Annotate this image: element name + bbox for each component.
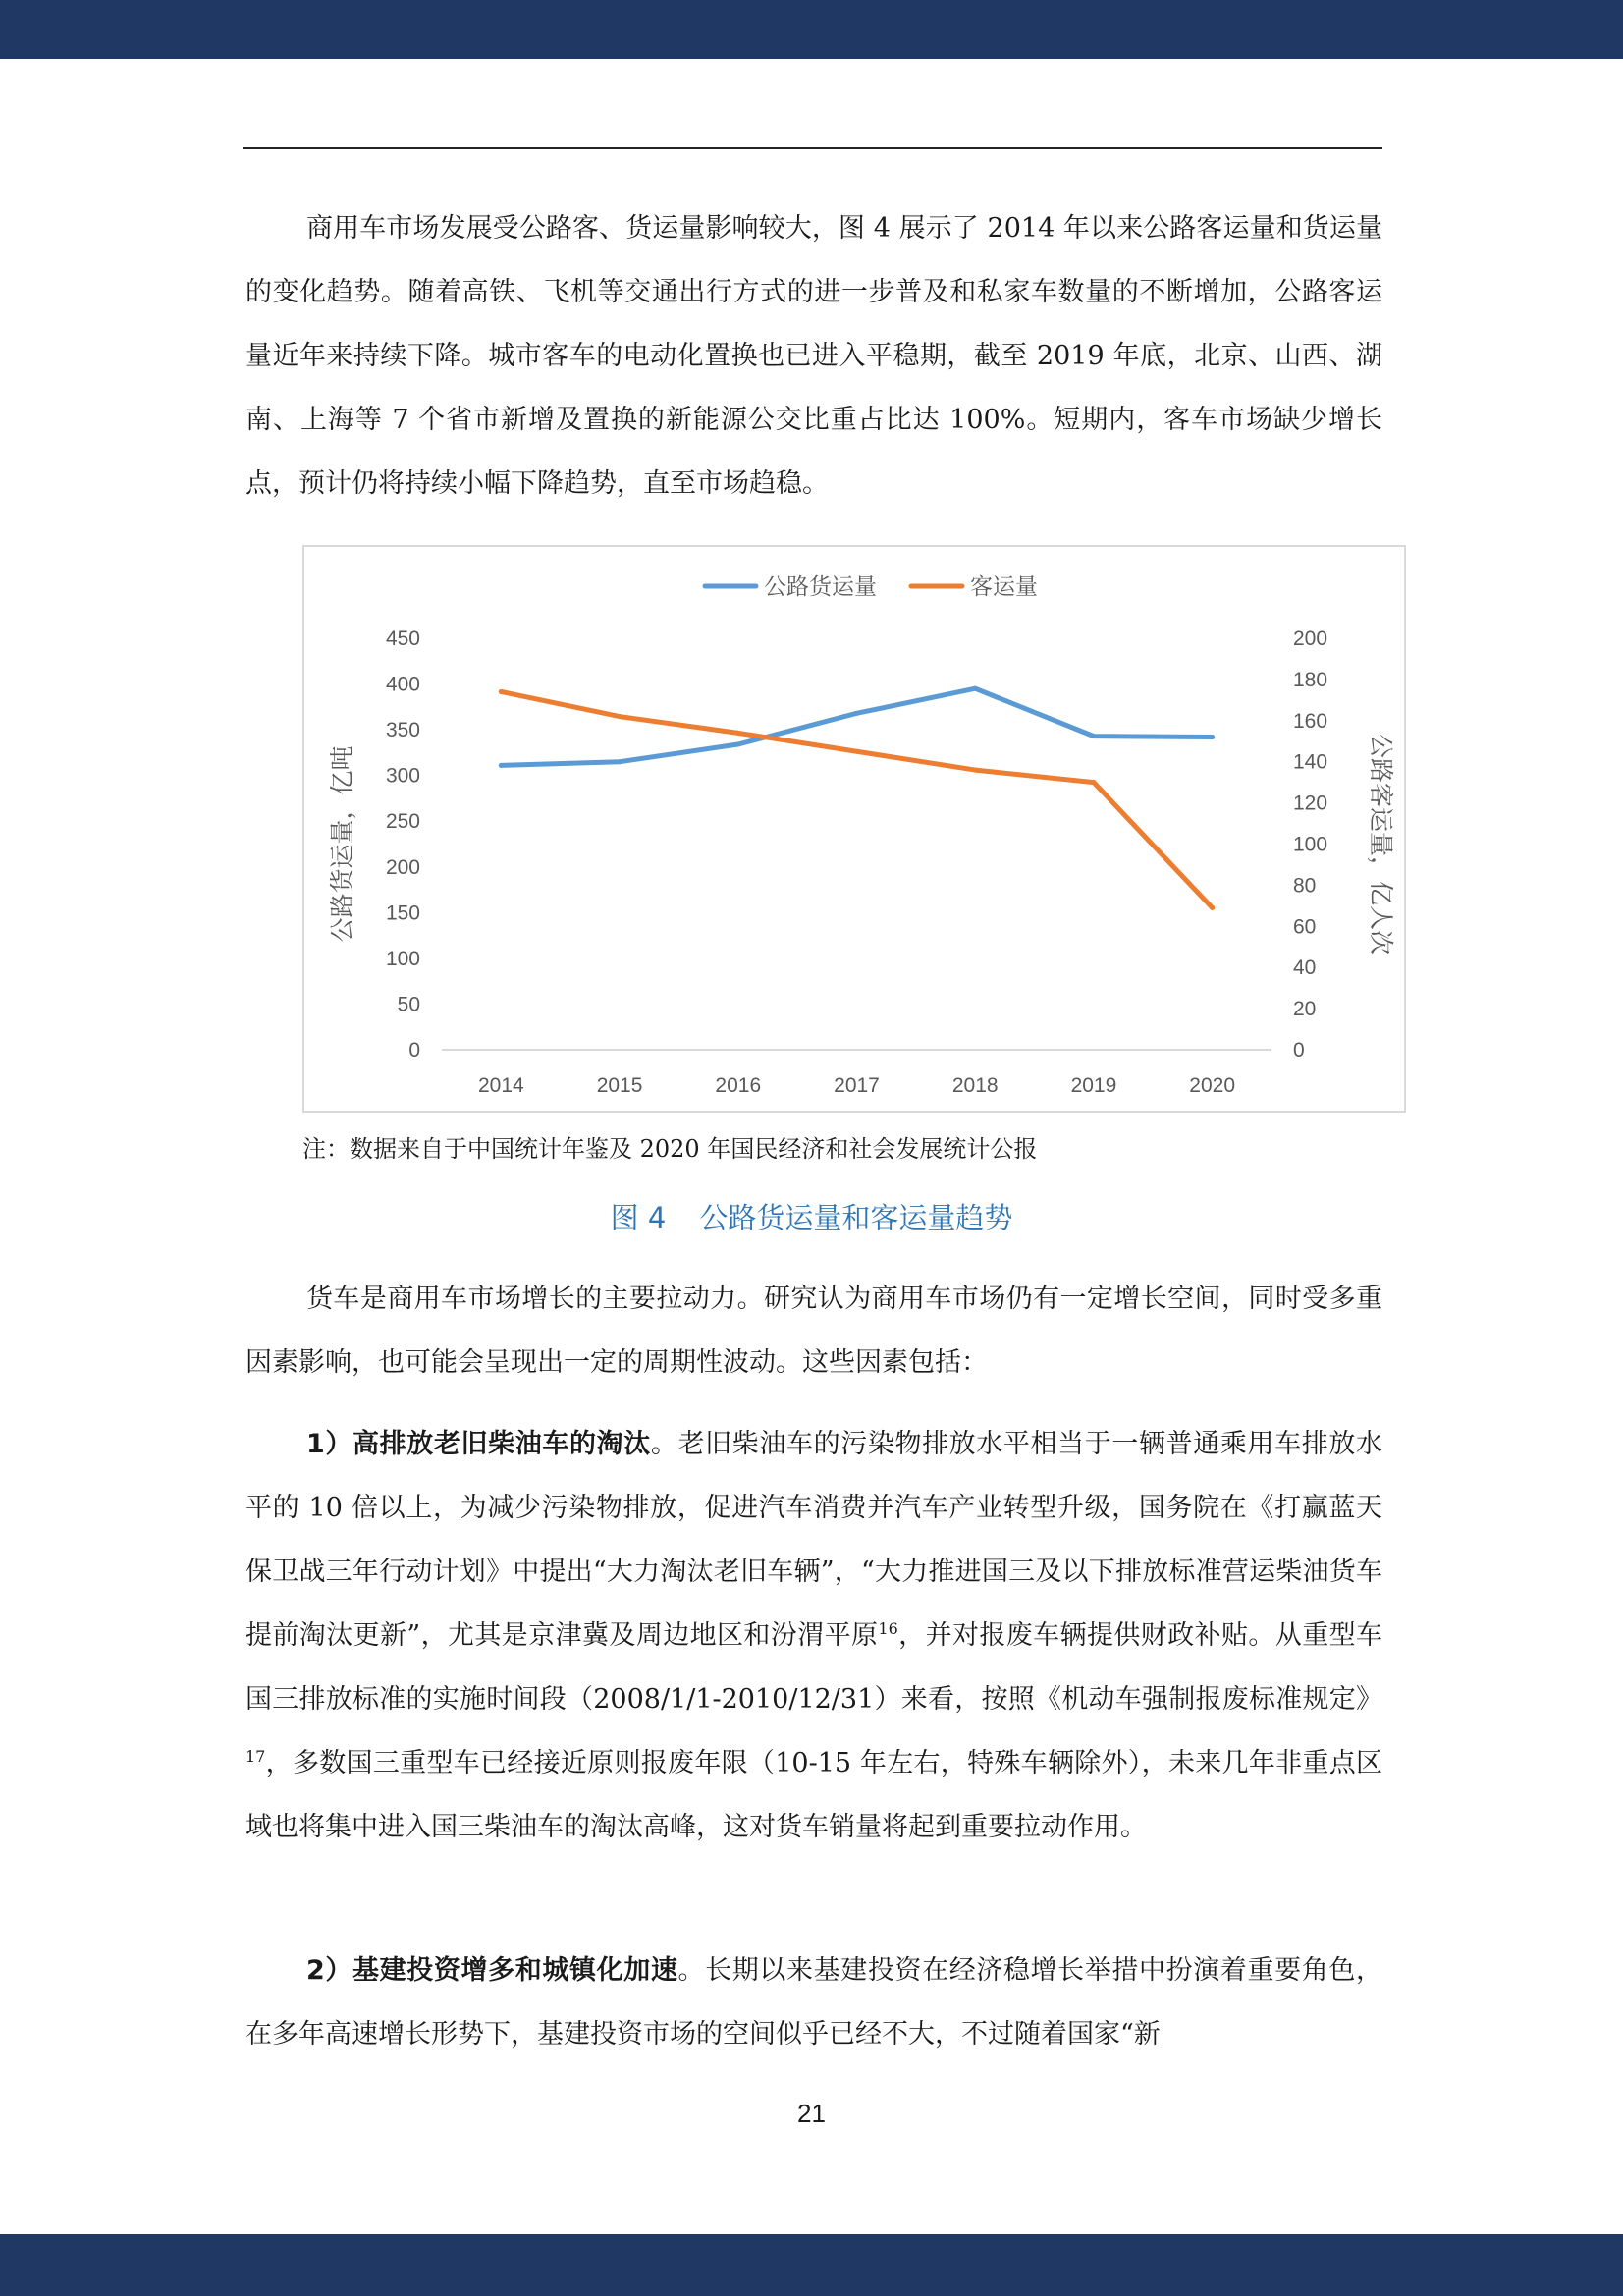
figure-caption — [0, 1193, 1623, 1242]
y-tick-label-150: 150 — [385, 902, 420, 925]
item-1-text-b: ，并对报废车辆提供财政补贴。从重型车国三排放标准的实施时间段（2008/1/1-2010/12/31）来看，按照《机动车强制报废标准规定》 — [245, 1620, 1382, 1715]
y2-tick-label-20: 20 — [1293, 998, 1317, 1021]
y-tick-label-450: 450 — [385, 628, 420, 650]
bottom-band — [0, 2234, 1623, 2296]
x-tick-label-2017: 2017 — [834, 1074, 880, 1097]
series-line-1 — [501, 691, 1212, 907]
y2-tick-label-0: 0 — [1293, 1039, 1305, 1062]
item-1-heading: 1）高排放老旧柴油车的淘汰 — [306, 1429, 651, 1459]
intro-paragraph: 商用车市场发展受公路客、货运量影响较大，图 4 展示了 2014 年以来公路客运量和货运量的变化趋势。随着高铁、飞机等交通出行方式的进一步普及和私家车数量的不断增加，公路客运量近年来持续下降。城市客车的电动化置换也已进入平稳期，截至 2019 年底，北京、山西、湖南、上海等 7 个省市新增及置换的新能源公交比重占比达 100%。短期内，客车市场缺少增长点，预计仍将持续小幅下降趋势，直至市场趋稳。 — [245, 213, 1382, 499]
series-1-point-2017 — [854, 749, 859, 754]
line-chart — [304, 547, 1404, 1111]
series-1-point-2020 — [1210, 905, 1215, 910]
y-tick-label-300: 300 — [385, 764, 420, 788]
figure-note: 注：数据来自于中国统计年鉴及 2020 年国民经济和社会发展统计公报 — [302, 1135, 1038, 1163]
y2-axis-title: 公路客运量，亿人次 — [1367, 733, 1394, 956]
series-1-point-2018 — [973, 768, 978, 773]
legend-label-1: 客运量 — [970, 574, 1038, 599]
series-0-point-2015 — [618, 759, 622, 764]
y2-tick-label-140: 140 — [1293, 750, 1328, 774]
series-0-point-2020 — [1210, 735, 1215, 739]
paragraph-2: 货车是商用车市场增长的主要拉动力。研究认为商用车市场仍有一定增长空间，同时受多重因素影响，也可能会呈现出一定的周期性波动。这些因素包括： — [245, 1284, 1382, 1378]
series-1-point-2016 — [735, 731, 740, 736]
y2-tick-label-80: 80 — [1293, 874, 1317, 898]
chart-frame — [302, 545, 1406, 1113]
figure-caption-text: 公路货运量和客运量趋势 — [699, 1201, 1013, 1234]
series-1-point-2014 — [499, 689, 504, 694]
y2-tick-label-160: 160 — [1293, 709, 1328, 733]
item-2-heading: 2）基建投资增多和城镇化加速 — [306, 1955, 678, 1986]
y-tick-label-0: 0 — [408, 1039, 420, 1062]
y-tick-label-400: 400 — [385, 673, 420, 696]
y-axis-title: 公路货运量，亿吨 — [329, 745, 356, 943]
footnote-ref-16[interactable]: 16 — [878, 1619, 898, 1638]
y-tick-label-200: 200 — [385, 855, 420, 879]
figure-caption-number: 图 4 — [610, 1201, 667, 1234]
x-tick-label-2015: 2015 — [596, 1074, 643, 1097]
page-number: 21 — [797, 2099, 826, 2128]
item-1-text-a: 。老旧柴油车的污染物排放水平相当于一辆普通乘用车排放水平的 10 倍以上，为减少污染物排放，促进汽车消费并汽车产业转型升级，国务院在《打赢蓝天保卫战三年行动计划》中提出“大力淘汰老旧车辆”，“大力推进国三及以下排放标准营运柴油货车提前淘汰更新”，尤其是京津冀及周边地区和汾渭平原 — [245, 1429, 1382, 1651]
y-tick-label-50: 50 — [397, 993, 420, 1016]
y-tick-label-100: 100 — [385, 947, 420, 970]
footnote-ref-17[interactable]: 17 — [245, 1747, 266, 1766]
top-band — [0, 0, 1623, 59]
item-2-text: 。长期以来基建投资在经济稳增长举措中扮演着重要角色，在多年高速增长形势下，基建投资市场的空间似乎已经不大，不过随着国家“新 — [245, 1955, 1382, 2050]
y2-tick-label-40: 40 — [1293, 957, 1317, 980]
series-0-point-2016 — [735, 742, 740, 747]
y2-tick-label-180: 180 — [1293, 668, 1328, 691]
y2-tick-label-200: 200 — [1293, 628, 1328, 650]
header-rule — [243, 147, 1382, 149]
y2-tick-label-120: 120 — [1293, 792, 1328, 815]
list-item-1 — [245, 1412, 1382, 1859]
x-tick-label-2018: 2018 — [951, 1074, 999, 1097]
series-0-point-2017 — [854, 711, 859, 716]
list-item-2 — [245, 1939, 1382, 2066]
y2-tick-label-100: 100 — [1293, 833, 1328, 856]
x-tick-label-2019: 2019 — [1070, 1074, 1117, 1097]
y-tick-label-350: 350 — [385, 719, 420, 742]
legend-label-0: 公路货运量 — [764, 574, 877, 599]
series-1-point-2019 — [1091, 780, 1096, 785]
y2-tick-label-60: 60 — [1293, 915, 1317, 939]
series-0-point-2018 — [973, 686, 978, 691]
series-0-point-2019 — [1091, 734, 1096, 738]
series-0-point-2014 — [499, 763, 504, 768]
x-tick-label-2020: 2020 — [1189, 1074, 1236, 1097]
series-1-point-2015 — [618, 714, 622, 719]
item-1-text-c: ，多数国三重型车已经接近原则报废年限（10-15 年左右，特殊车辆除外），未来几年非重点区域也将集中进入国三柴油车的淘汰高峰，这对货车销量将起到重要拉动作用。 — [245, 1748, 1382, 1842]
x-tick-label-2016: 2016 — [715, 1074, 762, 1097]
x-tick-label-2014: 2014 — [477, 1074, 524, 1097]
y-tick-label-250: 250 — [385, 810, 420, 834]
